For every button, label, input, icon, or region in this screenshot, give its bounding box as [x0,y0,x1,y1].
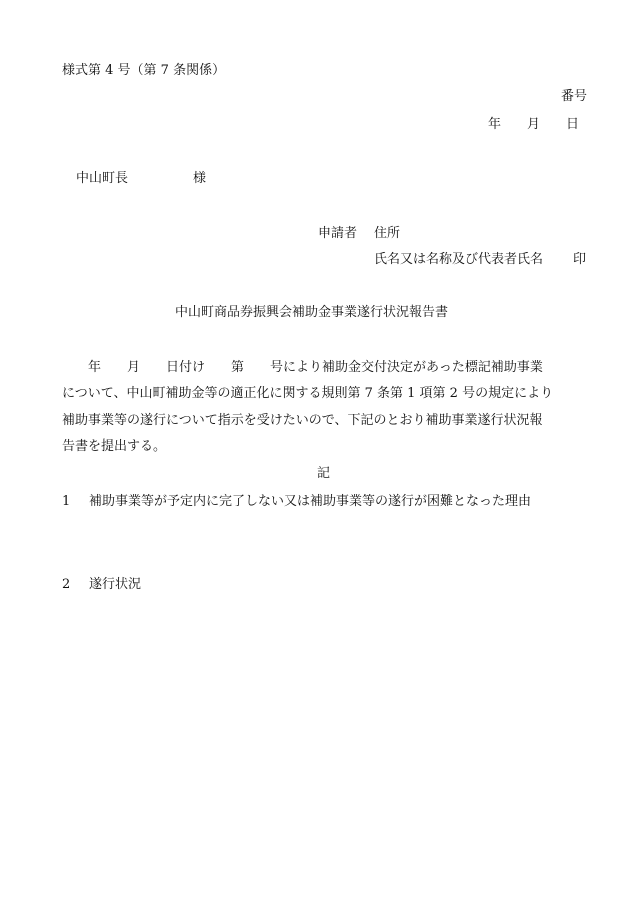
date-line: 年 月 日 [488,117,580,132]
seal-label: 印 [573,252,587,267]
document-title: 中山町商品券振興会補助金事業遂行状況報告書 [175,305,449,320]
item-text: 補助事業等が予定内に完了しない又は補助事業等の遂行が困難となった理由 [89,494,532,509]
ki-heading: 記 [317,466,331,481]
body-line: 告書を提出する。 [62,439,167,454]
item-number: 2 [62,577,71,592]
applicant-name-label: 氏名又は名称及び代表者氏名 [374,252,544,267]
number-label: 番号 [561,89,588,104]
applicant-address-label: 住所 [374,226,401,241]
applicant-label: 申請者 [318,226,358,241]
body-line: 年 月 日付け 第 号により補助金交付決定があった標記補助事業 [62,360,543,375]
body-line: 補助事業等の遂行について指示を受けたいので、下記のとおり補助事業遂行状況報 [62,413,543,428]
item-text: 遂行状況 [89,577,142,592]
form-label: 様式第 4 号（第 7 条関係） [62,63,226,78]
body-line: について、中山町補助金等の適正化に関する規則第 7 条第 1 項第 2 号の規定により [62,386,554,401]
item-number: 1 [62,494,71,509]
addressee: 中山町長 様 [76,171,207,186]
